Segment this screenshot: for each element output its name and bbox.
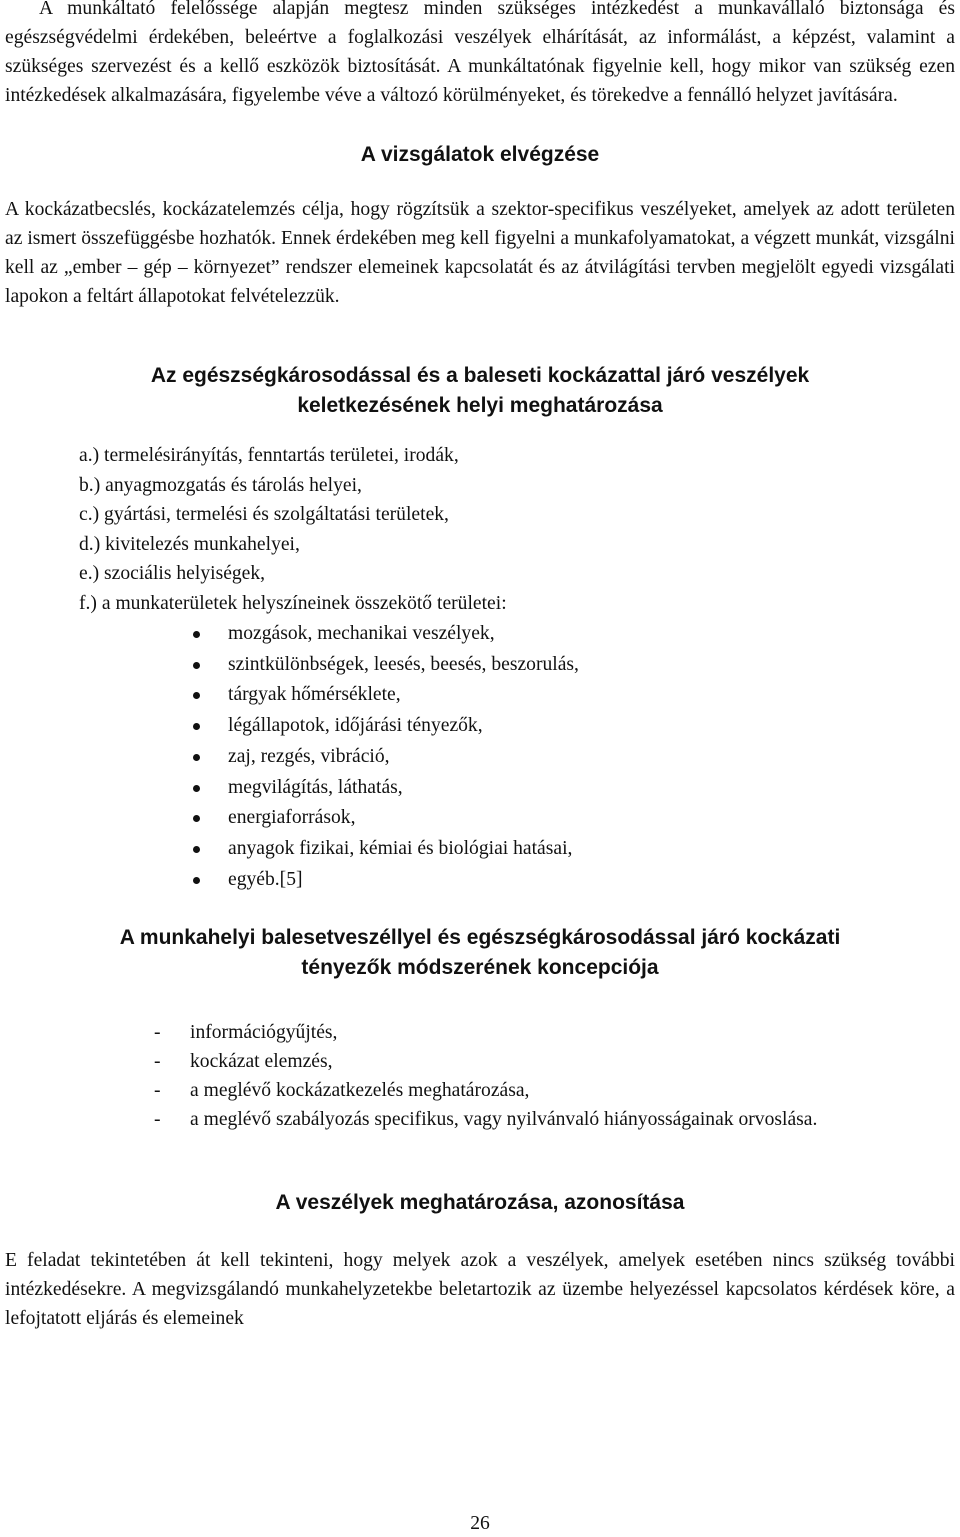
list-item-text: kockázat elemzés, [190,1051,333,1073]
paragraph-feladat: E feladat tekintetében át kell tekinteni, hogy melyek azok a veszélyek, amelyek esetében nincs szükség további intézkedésekre. A megvizsgálandó munkahelyzetekbe beletartozik az üzembe helyezéssel kapcsolatos kérdések köre, a lefojtatott eljárás és elemeinek [5,1250,955,1330]
list-item-text: megvilágítás, láthatás, [228,776,403,798]
list-item [193,803,955,834]
list-item: f.) a munkaterületek helyszíneinek összekötő területei: [79,592,507,614]
list-item-text: légállapotok, időjárási tényezők, [228,715,483,737]
list-item-text: anyagok fizikai, kémiai és biológiai hatásai, [228,837,573,859]
bullet-icon [193,815,200,822]
list-item [193,834,955,865]
list-item: e.) szociális helyiségek, [79,563,266,584]
list-item [193,711,955,742]
heading-line: A munkahelyi balesetveszéllyel és egészségkárosodással járó kockázati [119,926,841,950]
list-item [154,1105,895,1134]
bullet-icon [193,754,200,761]
list-item [193,773,955,804]
list-item-text: energiaforrások, [228,807,356,829]
concept-list [5,1018,955,1134]
bullet-icon [193,846,200,853]
list-item [154,1018,895,1047]
heading-line: keletkezésének helyi meghatározása [297,394,663,417]
paragraph-kockazatbecsles: A kockázatbecslés, kockázatelemzés célja, hogy rögzítsük a szektor-specifikus veszélyeket, amelyek az adott területen az ismert összefüggésbe hozhatók. Ennek érdekében meg kell figyelni a munkafolyamatokat, a végzett munkát, vizsgálni kell az „ember – gép – környezet” rendszer elemeinek kapcsolatát és az átvilágítási tervben megjelölt egyedi vizsgálati lapokon a feltárt állapotokat felvételezzük. [5,199,955,307]
paragraph-intro: A munkáltató felelőssége alapján megtesz minden szükséges intézkedést a munkavállaló biztonsága és egészségvédelmi érdekében, beleértve a foglalkozási veszélyek elhárítását, az informálást, a képzést, valamint a szükséges szervezést és a kellő eszközök biztosítását. A munkáltatónak figyelnie kell, hogy mikor van szükség ezen intézkedések alkalmazására, figyelembe véve a változó körülményeket, és törekedve a fennálló helyzet javítására. [5,0,955,106]
bullet-icon [193,877,200,884]
list-item-text: szintkülönbségek, leesés, beesés, beszorulás, [228,653,579,675]
list-item [193,650,955,681]
bullet-icon [193,723,200,730]
dash-marker: - [154,1080,161,1102]
list-item-text: zaj, rezgés, vibráció, [228,745,390,767]
bullet-icon [193,662,200,669]
bullet-icon [193,785,200,792]
heading-vizsgalatok: A vizsgálatok elvégzése [360,143,600,166]
list-item-text: tárgyak hőmérséklete, [228,684,401,706]
list-item [193,680,955,711]
heading-veszelyek-azonositasa: A veszélyek meghatározása, azonosítása [275,1191,685,1215]
heading-modszer-koncepcio [5,923,955,983]
list-item-text: mozgások, mechanikai veszélyek, [228,623,495,644]
list-item-text: egyéb.[5] [228,868,303,890]
list-item: d.) kivitelezés munkahelyei, [79,533,300,555]
dash-marker: - [154,1109,161,1131]
list-item-text: információgyűjtés, [190,1022,338,1044]
page-number: 26 [470,1513,490,1534]
heading-line: Az egészségkárosodással és a baleseti kockázattal járó veszélyek [150,364,810,387]
bullet-icon [193,692,200,699]
heading-line: tényezők módszerének koncepciója [301,956,659,980]
heading-helyi-meghatarozas [5,361,955,421]
area-list [5,441,955,618]
list-item [193,742,955,773]
hazard-list [5,619,955,895]
list-item-text: a meglévő szabályozás specifikus, vagy nyilvánvaló hiányosságainak orvoslása. [190,1109,818,1131]
list-item: a.) termelésirányítás, fenntartás területei, irodák, [79,445,459,466]
list-item [154,1076,895,1105]
list-item [193,865,955,896]
list-item: b.) anyagmozgatás és tárolás helyei, [79,474,362,496]
list-item: c.) gyártási, termelési és szolgáltatási területek, [79,504,449,525]
dash-marker: - [154,1051,161,1073]
list-item [154,1047,895,1076]
list-item [193,619,955,650]
dash-marker: - [154,1022,161,1044]
bullet-icon [193,631,200,638]
list-item-text: a meglévő kockázatkezelés meghatározása, [190,1080,530,1102]
